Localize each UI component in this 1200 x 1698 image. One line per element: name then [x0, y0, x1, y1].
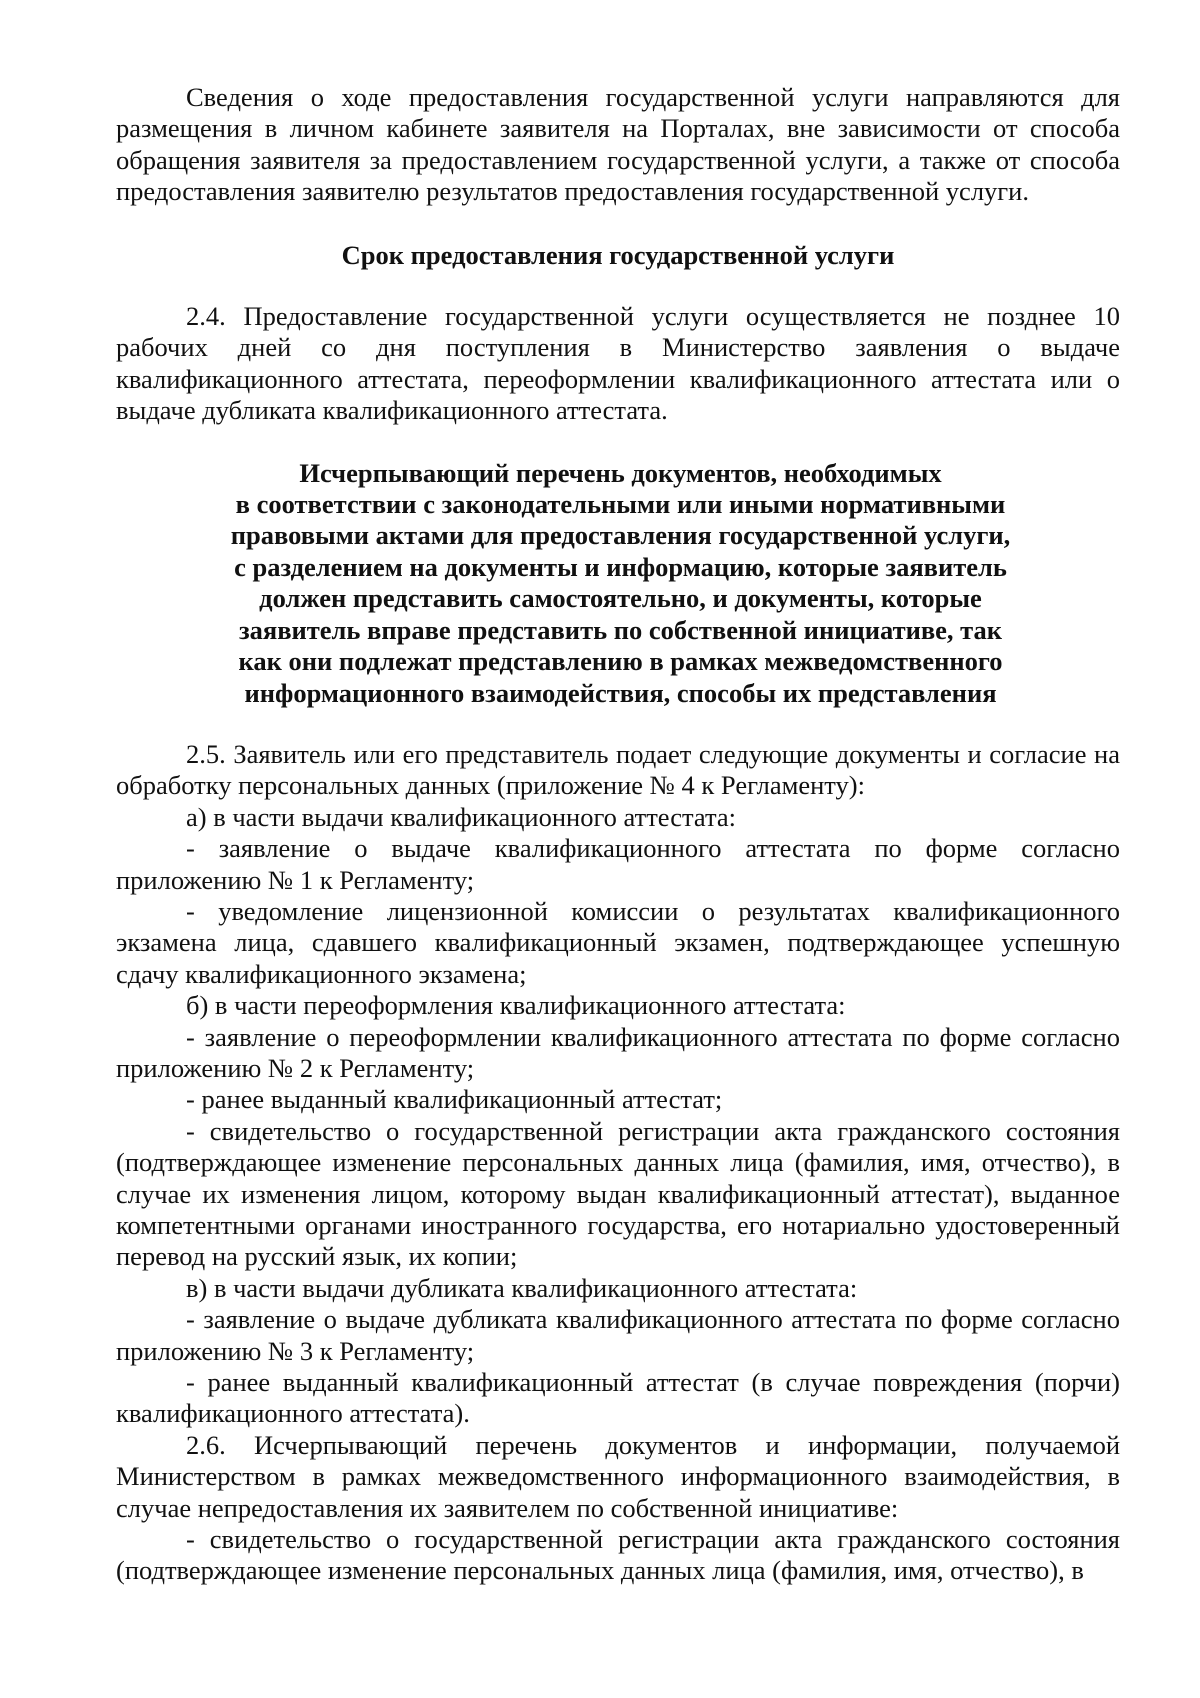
list-item-b: б) в части переоформления квалификационного аттестата:: [186, 990, 846, 1021]
list-item-b-2: - ранее выданный квалификационный аттестат;: [186, 1084, 723, 1115]
heading-line: должен представить самостоятельно, и документы, которые: [259, 583, 982, 614]
list-item-v-1: - заявление о выдаче дубликата квалификационного аттестата по форме согласно приложению № 3 к Регламенту;: [116, 1304, 1120, 1366]
list-item-2-6-1: - свидетельство о государственной регистрации акта гражданского состояния (подтверждающее изменение персональных данных лица (фамилия, имя, отчество), в: [116, 1524, 1120, 1586]
list-item-b-1: - заявление о переоформлении квалификационного аттестата по форме согласно приложению № 2 к Регламенту;: [116, 1021, 1120, 1083]
heading-line: в соответствии с законодательными или иными нормативными: [235, 489, 1006, 520]
heading-line: заявитель вправе представить по собственной инициативе, так: [238, 614, 1003, 645]
list-item-v: в) в части выдачи дубликата квалификационного аттестата:: [186, 1272, 858, 1303]
heading-line: правовыми актами для предоставления государственной услуги,: [230, 520, 1011, 551]
paragraph-2-4: 2.4. Предоставление государственной услуги осуществляется не позднее 10 рабочих дней со дня поступления в Министерство заявления о выдаче квалификационного аттестата, переоформлении квалификационного аттестата или о выдаче дубликата квалификационного аттестата.: [116, 301, 1120, 426]
heading-line: Исчерпывающий перечень документов, необходимых: [299, 457, 942, 488]
section-heading-documents: [116, 458, 1120, 709]
heading-line: информационного взаимодействия, способы их представления: [244, 677, 997, 708]
section-heading-term: Срок предоставления государственной услуги: [341, 239, 895, 270]
intro-paragraph: Сведения о ходе предоставления государственной услуги направляются для размещения в личном кабинете заявителя на Порталах, вне зависимости от способа обращения заявителя за предоставлением государственной услуги, а также от способа предоставления заявителю результатов предоставления государственной услуги.: [116, 82, 1120, 207]
list-item-b-3: - свидетельство о государственной регистрации акта гражданского состояния (подтверждающее изменение персональных данных лица (фамилия, имя, отчество), в случае их изменения лицом, которому выдан квалификационный аттестат), выданное компетентными органами иностранного государства, его нотариально удостоверенный перевод на русский язык, их копии;: [116, 1115, 1120, 1272]
list-item-a-1: - заявление о выдаче квалификационного аттестата по форме согласно приложению № 1 к Регламенту;: [116, 833, 1120, 895]
list-item-a-2: - уведомление лицензионной комиссии о результатах квалификационного экзамена лица, сдавшего квалификационный экзамен, подтверждающее успешную сдачу квалификационного экзамена;: [116, 895, 1120, 989]
heading-line: как они подлежат представлению в рамках межведомственного: [238, 646, 1003, 677]
list-item-a: а) в части выдачи квалификационного аттестата:: [186, 801, 736, 832]
paragraph-2-5: 2.5. Заявитель или его представитель подает следующие документы и согласие на обработку персональных данных (приложение № 4 к Регламенту):: [116, 738, 1120, 801]
list-item-v-2: - ранее выданный квалификационный аттестат (в случае повреждения (порчи) квалификационного аттестата).: [116, 1367, 1120, 1429]
heading-line: с разделением на документы и информацию, которые заявитель: [234, 551, 1007, 582]
paragraph-2-6: 2.6. Исчерпывающий перечень документов и информации, получаемой Министерством в рамках межведомственного информационного взаимодействия, в случае непредоставления их заявителем по собственной инициативе:: [116, 1429, 1120, 1523]
